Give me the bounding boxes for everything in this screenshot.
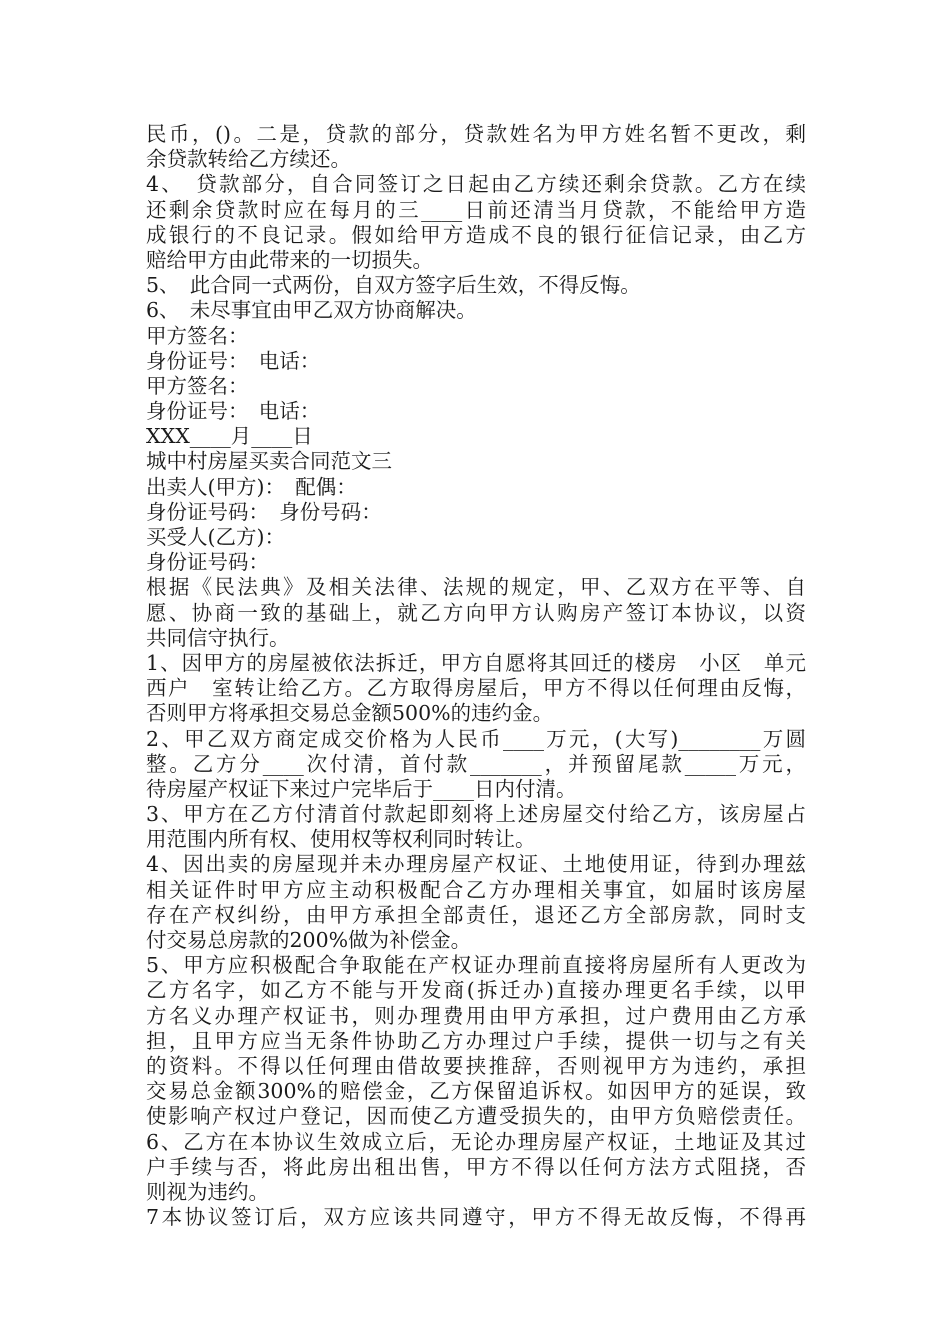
document-text-line: 4、因出卖的房屋现并未办理房屋产权证、土地使用证，待到办理兹 xyxy=(146,852,806,877)
document-text-line: 买受人(乙方)： xyxy=(146,525,285,549)
document-text-line: 整。乙方分____次付清，首付款_______，并预留尾款_____万元， xyxy=(146,751,806,776)
document-text-line: 否则甲方将承担交易总金额500%的违约金。 xyxy=(146,701,554,726)
document-text-line: 城中村房屋买卖合同范文三 xyxy=(146,449,392,474)
document-text-line: 相关证件时甲方应主动积极配合乙方办理相关事宜，如届时该房屋 xyxy=(146,877,806,902)
document-text-line: 共同信守执行。 xyxy=(146,625,290,650)
document-text-line: 甲方签名： xyxy=(146,323,249,348)
document-text-line: 存在产权纠纷，由甲方承担全部责任，退还乙方全部房款，同时支 xyxy=(146,902,806,927)
document-text-line: 乙方名字，如乙方不能与开发商(拆迁办)直接办理更名手续，以甲 xyxy=(146,978,806,1003)
document-text-line: 民币，()。二是，贷款的部分，贷款姓名为甲方姓名暂不更改，剩 xyxy=(146,122,806,146)
document-text-line: 6、乙方在本协议生效成立后，无论办理房屋产权证，土地证及其过 xyxy=(146,1129,806,1154)
document-text-line: 余贷款转给乙方续还。 xyxy=(146,147,351,172)
document-text-line: 1、因甲方的房屋被依法拆迁，甲方自愿将其回迁的楼房 小区 单元 xyxy=(146,650,806,675)
document-text-line: 身份证号： 电话： xyxy=(146,348,321,373)
document-text-line: 的资料。不得以任何理由借故要挟推辞，否则视甲方为违约，承担 xyxy=(146,1053,806,1078)
document-text-line: 7本协议签订后，双方应该共同遵守，甲方不得无故反悔，不得再 xyxy=(146,1205,806,1230)
document-text-line: 使影响产权过户登记，因而使乙方遭受损失的，由甲方负赔偿责任。 xyxy=(146,1104,806,1129)
document-text-line: 5、甲方应积极配合争取能在产权证办理前直接将房屋所有人更改为 xyxy=(146,953,806,978)
document-text-line: 4、 贷款部分，自合同签订之日起由乙方续还剩余贷款。乙方在续 xyxy=(146,172,806,197)
document-text-line: 待房屋产权证下来过户完毕后于____日内付清。 xyxy=(146,776,577,801)
document-text-line: XXX____月____日 xyxy=(146,424,313,449)
document-text-line: 方名义办理产权证书，则办理费用由甲方承担，过户费用由乙方承 xyxy=(146,1003,806,1028)
document-text-line: 担，且甲方应当无条件协助乙方办理过户手续，提供一切与之有关 xyxy=(146,1028,806,1053)
document-text-line: 付交易总房款的200%做为补偿金。 xyxy=(146,928,472,952)
document-text-line: 愿、协商一致的基础上，就乙方向甲方认购房产签订本协议，以资 xyxy=(146,600,806,625)
document-text-line: 3、甲方在乙方付清首付款起即刻将上述房屋交付给乙方，该房屋占 xyxy=(146,802,806,827)
document-text-line: 身份证号码： xyxy=(146,550,269,575)
document-text-line: 5、 此合同一式两份，自双方签字后生效，不得反悔。 xyxy=(146,273,641,298)
document-text-line: 身份证号码： 身份号码： xyxy=(146,499,382,524)
document-text-line: 2、甲乙双方商定成交价格为人民币____万元，(大写)________万圆 xyxy=(146,726,806,751)
document-text-line: 成银行的不良记录。假如给甲方造成不良的银行征信记录，由乙方 xyxy=(146,222,806,247)
document-text-line: 甲方签名： xyxy=(146,373,249,398)
document-text-line: 身份证号： 电话： xyxy=(146,399,321,424)
document-text-line: 交易总金额300%的赔偿金，乙方保留追诉权。如因甲方的延误，致 xyxy=(146,1079,806,1104)
document-text-line: 6、 未尽事宜由甲乙双方协商解决。 xyxy=(146,298,477,323)
document-text-line: 用范围内所有权、使用权等权利同时转让。 xyxy=(146,827,536,852)
document-text-line: 出卖人(甲方)： 配偶： xyxy=(146,474,357,499)
document-text-line: 西户 室转让给乙方。乙方取得房屋后，甲方不得以任何理由反悔， xyxy=(146,676,806,701)
document-text-line: 户手续与否，将此房出租出售，甲方不得以任何方法方式阻挠，否 xyxy=(146,1154,806,1179)
document-text-line: 还剩余贷款时应在每月的三____日前还清当月贷款，不能给甲方造 xyxy=(146,197,806,222)
document-text-line: 则视为违约。 xyxy=(146,1179,269,1204)
document-body xyxy=(146,122,806,1230)
document-text-line: 根据《民法典》及相关法律、法规的规定，甲、乙双方在平等、自 xyxy=(146,575,806,600)
document-text-line: 赔给甲方由此带来的一切损失。 xyxy=(146,247,433,272)
